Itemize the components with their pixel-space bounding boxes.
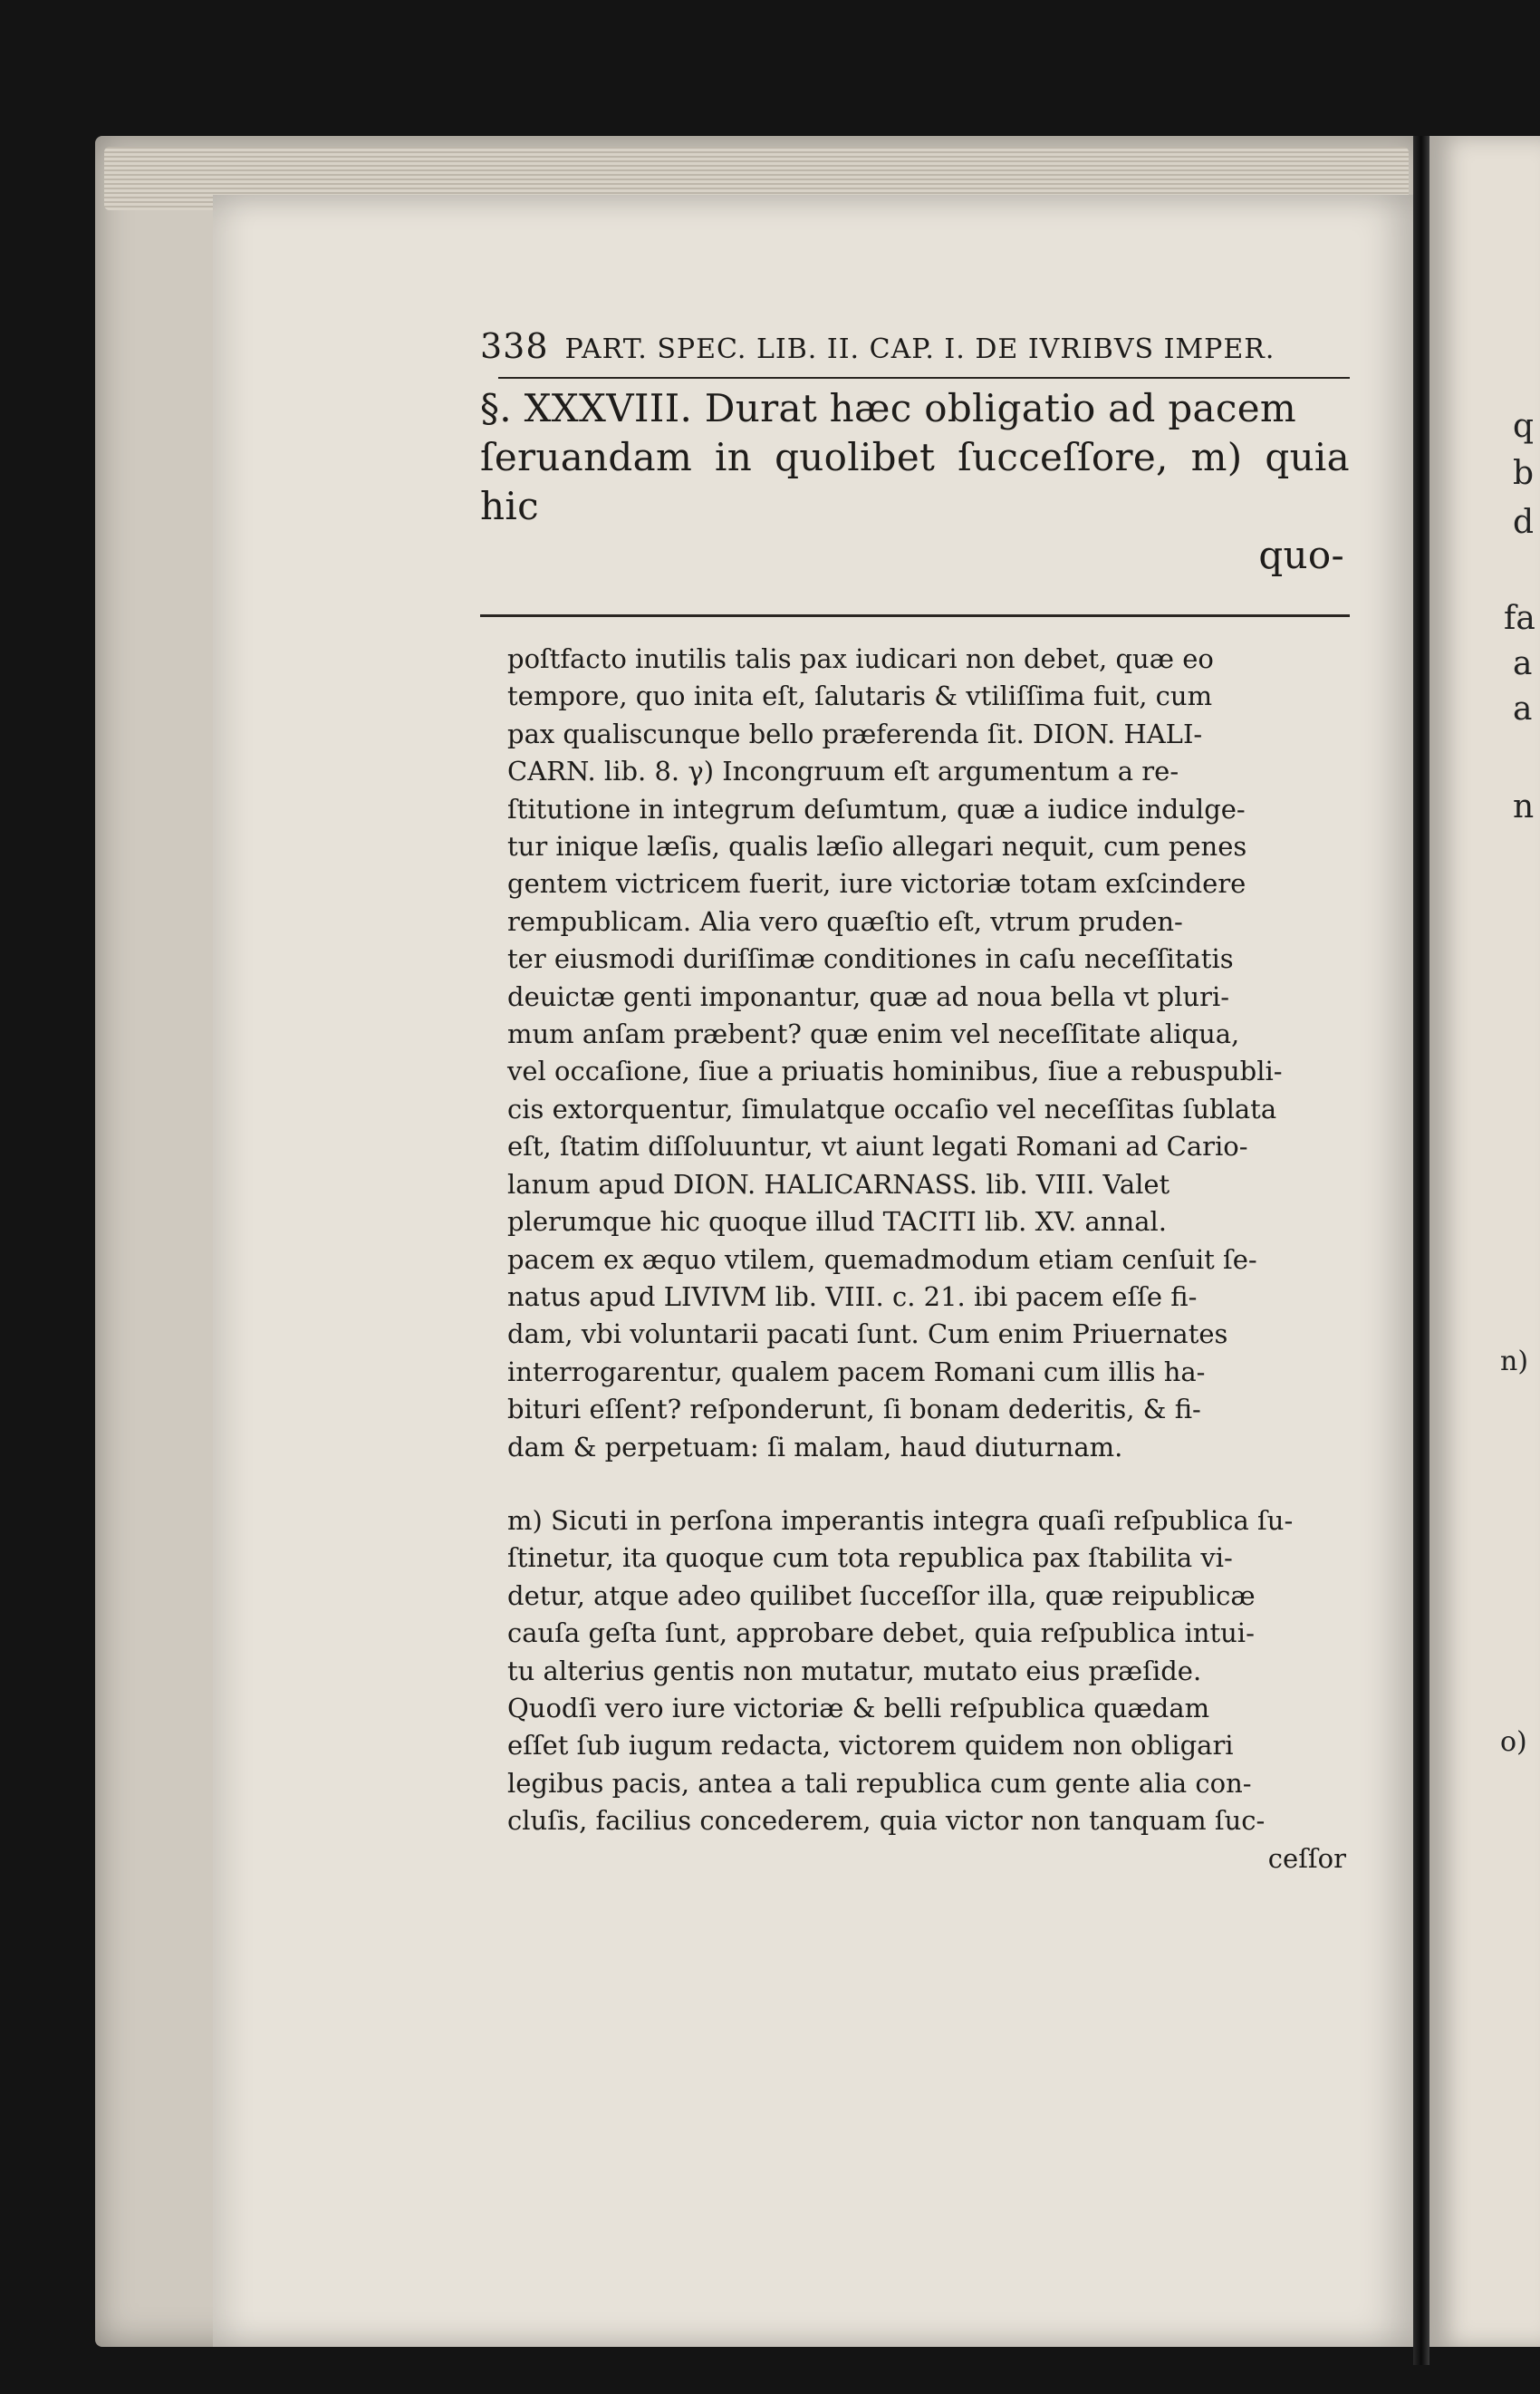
footnote-m	[507, 1502, 1350, 1840]
footnote-line: ſtitutione in integrum deſumtum, quæ a iudice indulge-	[507, 793, 1246, 825]
facing-fragment: a	[1513, 690, 1533, 728]
main-text-line: quo-	[1258, 533, 1344, 577]
footnote-line: vel occaſione, ſiue a priuatis hominibus, ſiue a rebuspubli-	[507, 1056, 1283, 1087]
page-content	[480, 326, 1350, 1878]
footnote-rule	[480, 614, 1350, 617]
footnote-line: poſtfacto inutilis talis pax iudicari non debet, quæ eo	[507, 643, 1214, 674]
running-head-title: PART. SPEC. LIB. II. CAP. I. DE IVRIBVS IMPER.	[564, 333, 1275, 365]
footnote-line: lanum apud DION. HALICARNASS. lib. VIII. Valet	[507, 1168, 1170, 1200]
facing-fragment: q	[1513, 408, 1535, 445]
main-text-line: §. XXXVIII. Durat hæc obligatio ad pacem	[480, 386, 1296, 430]
footnote-line: eſt, ſtatim diſſoluuntur, vt aiunt legati Romani ad Cario-	[507, 1131, 1248, 1163]
footnote-line: dam, vbi voluntarii pacati ſunt. Cum enim Priuernates	[507, 1318, 1228, 1350]
footnote-line: deuictæ genti imponantur, quæ ad noua bella vt pluri-	[507, 980, 1230, 1012]
footnote-line: ter eiusmodi duriſſimæ conditiones in caſu neceſſitatis	[507, 943, 1234, 975]
footnote-line: detur, atque adeo quilibet ſucceſſor illa, quæ reipublicæ	[507, 1579, 1256, 1611]
footnote-line: tur inique læſis, qualis læſio allegari nequit, cum penes	[507, 831, 1247, 863]
footnote-line: pax qualiscunque bello præferenda ſit. DION. HALI-	[507, 718, 1203, 749]
footnote-line: gentem victricem fuerit, iure victoriæ totam exſcindere	[507, 868, 1246, 900]
facing-fragment: a	[1513, 645, 1533, 682]
main-text-line: ſeruandam in quolibet ſucceſſore, m) quia hic	[480, 435, 1350, 528]
footnote-line: eſſet ſub iugum redacta, victorem quidem non obligari	[507, 1730, 1234, 1762]
footnote-l	[507, 641, 1350, 1466]
main-text	[480, 384, 1350, 580]
footnote-line: interrogarentur, qualem pacem Romani cum illis ha-	[507, 1356, 1206, 1387]
footnote-line: tempore, quo inita eſt, ſalutaris & vtiliſſima fuit, cum	[507, 681, 1213, 712]
page-number: 338	[480, 326, 549, 366]
book-gutter	[1413, 136, 1429, 2365]
footnote-line: cluſis, facilius concederem, quia victor non tanquam ſuc-	[507, 1805, 1266, 1837]
running-head-rule	[498, 377, 1350, 379]
footnote-line: bituri eſſent? reſponderunt, ſi bonam dederitis, & fi-	[507, 1394, 1201, 1425]
footnotes	[480, 641, 1350, 1878]
footnote-line: natus apud LIVIVM lib. VIII. c. 21. ibi pacem eſſe fi-	[507, 1280, 1198, 1312]
footnote-line: pacem ex æquo vtilem, quemadmodum etiam cenſuit ſe-	[507, 1243, 1257, 1275]
footnote-line: tu alterius gentis non mutatur, mutato eius præſide.	[507, 1655, 1202, 1686]
footnote-line: plerumque hic quoque illud TACITI lib. XV. annal.	[507, 1206, 1167, 1238]
facing-page-fragment	[1429, 136, 1540, 2347]
facing-fragment: b	[1513, 455, 1535, 492]
footnote-line: rempublicam. Alia vero quæſtio eſt, vtrum pruden-	[507, 905, 1183, 937]
facing-fragment: fa	[1504, 600, 1535, 637]
facing-fragment: n	[1513, 788, 1535, 825]
footnote-line: CARN. lib. 8. γ) Incongruum eſt argumentum a re-	[507, 756, 1179, 787]
footnote-line: legibus pacis, antea a tali republica cum gente alia con-	[507, 1767, 1252, 1799]
facing-fragment: d	[1513, 504, 1535, 541]
footnote-line: cauſa geſta ſunt, approbare debet, quia reſpublica intui-	[507, 1617, 1255, 1649]
facing-fragment: n)	[1500, 1346, 1529, 1377]
catchword: ceſſor	[1267, 1842, 1346, 1874]
running-head	[480, 326, 1350, 372]
footnote-line: cis extorquentur, ſimulatque occaſio vel neceſſitas ſublata	[507, 1093, 1277, 1125]
facing-fragment: o)	[1500, 1726, 1527, 1758]
footnote-line: mum anſam præbent? quæ enim vel neceſſitate aliqua,	[507, 1018, 1240, 1050]
footnote-line: m) Sicuti in perſona imperantis integra quaſi reſpublica ſu-	[507, 1504, 1294, 1536]
footnote-line: Quodſi vero iure victoriæ & belli reſpublica quædam	[507, 1692, 1210, 1723]
footnote-line: dam & perpetuam: ſi malam, haud diuturnam.	[507, 1431, 1123, 1462]
footnote-line: ſtinetur, ita quoque cum tota republica pax ſtabilita vi-	[507, 1542, 1233, 1574]
